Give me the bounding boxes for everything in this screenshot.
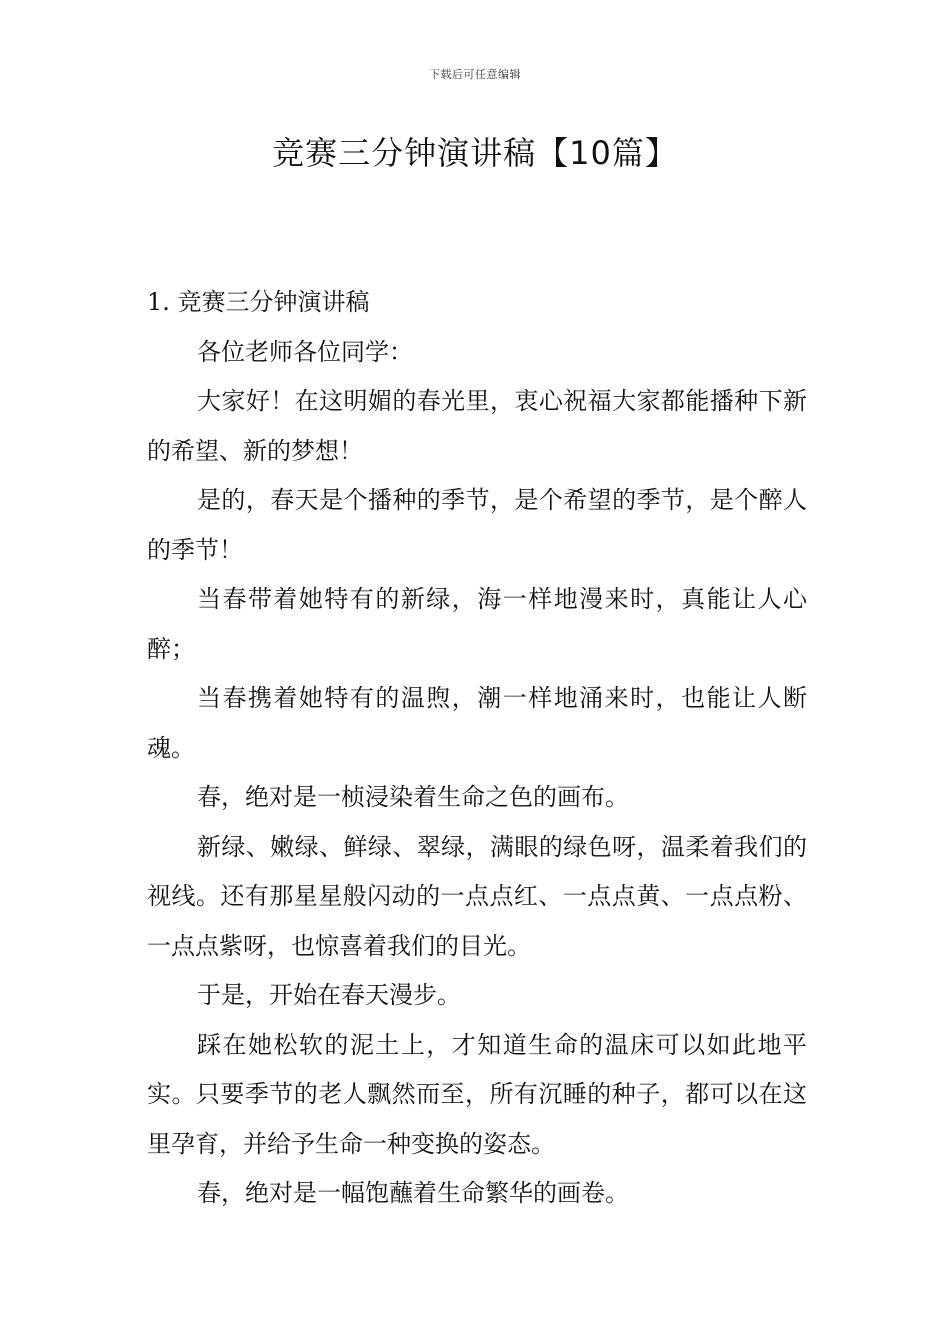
paragraph: 当春携着她特有的温煦，潮一样地涌来时，也能让人断魂。 [147, 684, 807, 762]
paragraph: 当春带着她特有的新绿，海一样地漫来时，真能让人心醉； [147, 585, 807, 663]
section-heading: 1. 竞赛三分钟演讲稿 [147, 288, 370, 316]
paragraph: 于是，开始在春天漫步。 [197, 981, 461, 1009]
document-body [147, 278, 807, 1219]
header-note: 下载后可任意编辑 [429, 68, 521, 81]
paragraph: 春，绝对是一幅饱蘸着生命繁华的画卷。 [197, 1179, 629, 1207]
paragraph: 新绿、嫩绿、鲜绿、翠绿，满眼的绿色呀，温柔着我们的视线。还有那星星般闪动的一点点红、一点点黄、一点点粉、一点点紫呀，也惊喜着我们的目光。 [147, 832, 807, 960]
paragraph: 是的，春天是个播种的季节，是个希望的季节，是个醉人的季节！ [147, 486, 807, 564]
document-title: 竞赛三分钟演讲稿【10篇】 [272, 134, 678, 172]
paragraph: 各位老师各位同学： [197, 337, 413, 366]
paragraph: 春，绝对是一桢浸染着生命之色的画布。 [197, 783, 629, 811]
paragraph: 大家好！在这明媚的春光里，衷心祝福大家都能播种下新的希望、新的梦想！ [147, 387, 807, 465]
paragraph: 踩在她松软的泥土上，才知道生命的温床可以如此地平实。只要季节的老人飘然而至，所有沉睡的种子，都可以在这里孕育，并给予生命一种变换的姿态。 [147, 1030, 807, 1158]
